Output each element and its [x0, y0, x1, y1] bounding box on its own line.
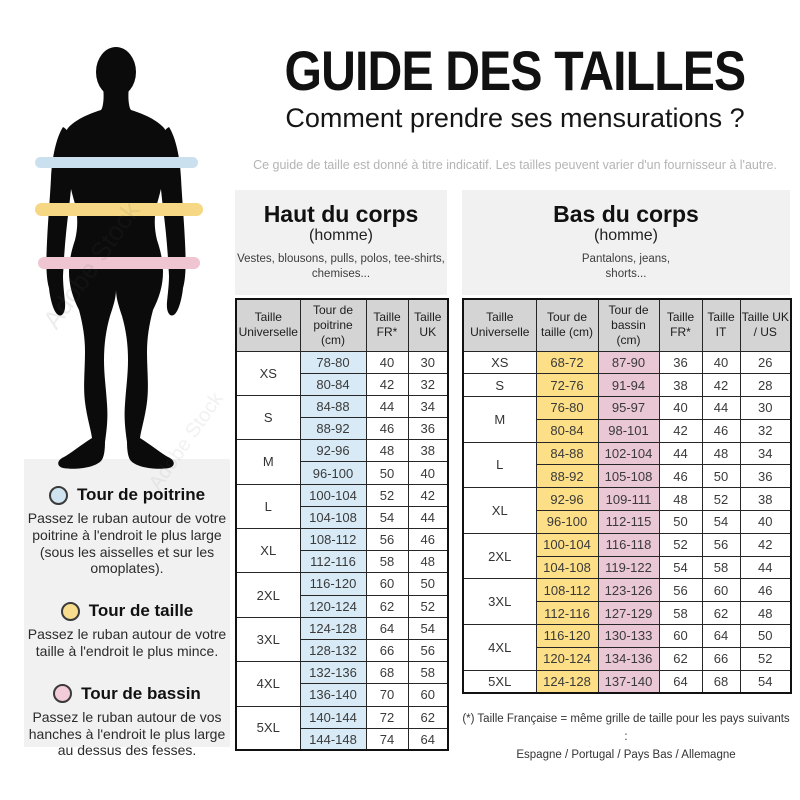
table-cell: 76-80 — [536, 397, 598, 420]
table-cell: 100-104 — [536, 533, 598, 556]
table-cell: 58 — [659, 602, 702, 625]
table-cell: 52 — [366, 484, 408, 506]
lower-table-title: Bas du corps — [553, 201, 699, 227]
legend-title: Tour de taille — [88, 601, 194, 621]
table-cell: 60 — [408, 684, 448, 706]
table-cell: 96-100 — [536, 511, 598, 534]
waist-band — [35, 203, 203, 216]
table-row — [463, 670, 791, 693]
table-cell: 124-128 — [300, 617, 366, 639]
table-cell: 68 — [702, 670, 740, 693]
size-cell: S — [463, 374, 536, 397]
table-cell: 70 — [366, 684, 408, 706]
size-cell: XS — [463, 351, 536, 374]
table-cell: 48 — [702, 442, 740, 465]
table-cell: 38 — [740, 488, 791, 511]
table-cell: 56 — [408, 639, 448, 661]
table-cell: 72 — [366, 706, 408, 728]
table-cell: 105-108 — [598, 465, 659, 488]
table-cell: 60 — [366, 573, 408, 595]
table-cell: 123-126 — [598, 579, 659, 602]
table-cell: 91-94 — [598, 374, 659, 397]
table-cell: 119-122 — [598, 556, 659, 579]
table-cell: 48 — [740, 602, 791, 625]
table-cell: 40 — [366, 351, 408, 373]
table-cell: 87-90 — [598, 351, 659, 374]
table-cell: 60 — [659, 625, 702, 648]
legend-title: Tour de bassin — [81, 683, 201, 703]
table-cell: 66 — [702, 647, 740, 670]
table-cell: 112-116 — [300, 551, 366, 573]
size-cell: L — [236, 484, 300, 528]
table-cell: 40 — [740, 511, 791, 534]
table-row — [236, 617, 448, 639]
disclaimer-text: Ce guide de taille est donné à titre indicatif. Les tailles peuvent varier d'un fournisseur à l'autre. — [253, 158, 777, 172]
table-cell: 52 — [740, 647, 791, 670]
chest-measure-icon — [49, 486, 68, 505]
table-cell: 50 — [366, 462, 408, 484]
table-cell: 44 — [740, 556, 791, 579]
table-cell: 46 — [366, 418, 408, 440]
table-cell: 108-112 — [300, 529, 366, 551]
column-header: Taille UK — [408, 299, 448, 351]
legend-head — [24, 601, 230, 621]
hips-measure-icon — [53, 684, 72, 703]
table-row — [463, 374, 791, 397]
table-row — [236, 662, 448, 684]
table-cell: 100-104 — [300, 484, 366, 506]
size-cell: 4XL — [463, 625, 536, 671]
column-header: Taille IT — [702, 299, 740, 351]
size-cell: L — [463, 442, 536, 488]
table-cell: 52 — [702, 488, 740, 511]
size-cell: 5XL — [236, 706, 300, 750]
size-cell: 2XL — [236, 573, 300, 617]
size-cell: S — [236, 395, 300, 439]
upper-table-description: Vestes, blousons, pulls, polos, tee-shirts, chemises... — [237, 253, 445, 280]
stock-watermark: Adobe Stock — [144, 388, 228, 494]
table-row — [236, 529, 448, 551]
table-cell: 48 — [366, 440, 408, 462]
table-cell: 74 — [366, 728, 408, 750]
table-cell: 32 — [740, 419, 791, 442]
table-cell: 38 — [408, 440, 448, 462]
table-cell: 72-76 — [536, 374, 598, 397]
size-cell: XS — [236, 351, 300, 395]
waist-measure-icon — [61, 602, 80, 621]
table-cell: 52 — [408, 595, 448, 617]
column-header: Tour de poitrine (cm) — [300, 299, 366, 351]
table-cell: 68 — [366, 662, 408, 684]
table-cell: 92-96 — [536, 488, 598, 511]
table-cell: 84-88 — [536, 442, 598, 465]
footnote-line1: (*) Taille Française = même grille de taille pour les pays suivants : — [462, 712, 790, 743]
table-cell: 42 — [659, 419, 702, 442]
table-cell: 40 — [659, 397, 702, 420]
table-row — [463, 351, 791, 374]
table-cell: 88-92 — [300, 418, 366, 440]
table-cell: 34 — [740, 442, 791, 465]
table-cell: 50 — [659, 511, 702, 534]
table-cell: 56 — [659, 579, 702, 602]
table-cell: 54 — [702, 511, 740, 534]
table-cell: 62 — [366, 595, 408, 617]
figure-panel — [0, 0, 230, 800]
column-header: Taille Universelle — [463, 299, 536, 351]
legend-title: Tour de poitrine — [76, 485, 206, 504]
upper-table-gender: (homme) — [308, 227, 373, 244]
lower-body-table — [462, 298, 792, 694]
table-cell: 42 — [740, 533, 791, 556]
table-cell: 62 — [659, 647, 702, 670]
hips-band — [38, 257, 200, 269]
table-row — [236, 395, 448, 417]
legend-item-bassin — [24, 684, 230, 759]
table-cell: 28 — [740, 374, 791, 397]
page-title: GUIDE DES TAILLES — [284, 39, 746, 102]
table-cell: 46 — [408, 529, 448, 551]
table-cell: 64 — [659, 670, 702, 693]
table-cell: 58 — [366, 551, 408, 573]
table-cell: 127-129 — [598, 602, 659, 625]
table-cell: 128-132 — [300, 639, 366, 661]
table-cell: 36 — [408, 418, 448, 440]
lower-body-section — [462, 190, 790, 764]
table-cell: 120-124 — [300, 595, 366, 617]
table-cell: 54 — [366, 506, 408, 528]
table-cell: 56 — [702, 533, 740, 556]
table-cell: 38 — [659, 374, 702, 397]
table-cell: 50 — [702, 465, 740, 488]
table-cell: 44 — [408, 506, 448, 528]
table-cell: 104-108 — [536, 556, 598, 579]
size-cell: 3XL — [236, 617, 300, 661]
size-cell: 3XL — [463, 579, 536, 625]
table-cell: 44 — [366, 395, 408, 417]
table-cell: 48 — [408, 551, 448, 573]
table-cell: 64 — [366, 617, 408, 639]
table-row — [463, 533, 791, 556]
size-cell: XL — [236, 529, 300, 573]
legend-text: Passez le ruban autour de vos hanches à l'endroit le plus large au dessus des fesses. — [28, 708, 226, 759]
size-cell: M — [236, 440, 300, 484]
table-cell: 46 — [702, 419, 740, 442]
table-cell: 56 — [366, 529, 408, 551]
footnote — [462, 711, 790, 764]
table-cell: 50 — [740, 625, 791, 648]
table-cell: 52 — [659, 533, 702, 556]
table-row — [463, 488, 791, 511]
table-cell: 50 — [408, 573, 448, 595]
page-subtitle: Comment prendre ses mensurations ? — [285, 103, 745, 133]
table-cell: 46 — [659, 465, 702, 488]
header-row — [236, 299, 448, 351]
table-cell: 42 — [702, 374, 740, 397]
table-cell: 132-136 — [300, 662, 366, 684]
table-cell: 92-96 — [300, 440, 366, 462]
table-cell: 137-140 — [598, 670, 659, 693]
table-cell: 109-111 — [598, 488, 659, 511]
table-cell: 102-104 — [598, 442, 659, 465]
table-cell: 40 — [702, 351, 740, 374]
lower-table-description: Pantalons, jeans, shorts... — [581, 253, 671, 280]
table-row — [236, 484, 448, 506]
table-cell: 144-148 — [300, 728, 366, 750]
table-row — [463, 625, 791, 648]
table-cell: 44 — [702, 397, 740, 420]
table-cell: 46 — [740, 579, 791, 602]
size-cell: 2XL — [463, 533, 536, 579]
column-header: Taille Universelle — [236, 299, 300, 351]
table-cell: 112-116 — [536, 602, 598, 625]
table-cell: 34 — [408, 395, 448, 417]
table-cell: 36 — [659, 351, 702, 374]
table-cell: 104-108 — [300, 506, 366, 528]
legend-head — [24, 485, 230, 505]
size-cell: XL — [463, 488, 536, 534]
table-cell: 116-118 — [598, 533, 659, 556]
table-cell: 62 — [408, 706, 448, 728]
table-cell: 54 — [659, 556, 702, 579]
table-cell: 58 — [408, 662, 448, 684]
legend-text: Passez le ruban autour de votre taille à l'endroit le plus mince. — [27, 626, 227, 659]
table-cell: 30 — [740, 397, 791, 420]
table-cell: 68-72 — [536, 351, 598, 374]
legend-text: Passez le ruban autour de votre poitrine à l'endroit le plus large (sous les aisselles et sur les omoplates). — [27, 510, 227, 577]
chest-band — [35, 157, 198, 168]
upper-table-header — [235, 190, 447, 295]
table-cell: 134-136 — [598, 647, 659, 670]
table-cell: 88-92 — [536, 465, 598, 488]
male-body-silhouette-icon — [0, 30, 230, 480]
table-cell: 54 — [408, 617, 448, 639]
column-header: Taille UK / US — [740, 299, 791, 351]
column-header: Taille FR* — [366, 299, 408, 351]
legend-item-taille — [24, 601, 230, 660]
column-header: Taille FR* — [659, 299, 702, 351]
table-cell: 80-84 — [300, 373, 366, 395]
table-cell: 48 — [659, 488, 702, 511]
size-cell: 5XL — [463, 670, 536, 693]
table-cell: 78-80 — [300, 351, 366, 373]
column-header: Tour de bassin (cm) — [598, 299, 659, 351]
table-cell: 140-144 — [300, 706, 366, 728]
table-cell: 80-84 — [536, 419, 598, 442]
table-cell: 108-112 — [536, 579, 598, 602]
table-cell: 44 — [659, 442, 702, 465]
size-cell: M — [463, 397, 536, 443]
table-row — [463, 579, 791, 602]
table-cell: 116-120 — [300, 573, 366, 595]
table-row — [236, 440, 448, 462]
upper-body-section — [235, 190, 447, 751]
legend-panel — [24, 459, 230, 759]
table-cell: 120-124 — [536, 647, 598, 670]
table-cell: 30 — [408, 351, 448, 373]
legend-item-poitrine — [24, 485, 230, 577]
table-cell: 32 — [408, 373, 448, 395]
table-row — [236, 351, 448, 373]
upper-table-title: Haut du corps — [263, 201, 419, 227]
lower-table-header — [462, 190, 790, 295]
column-header: Tour de taille (cm) — [536, 299, 598, 351]
table-row — [463, 442, 791, 465]
header-row — [463, 299, 791, 351]
table-cell: 116-120 — [536, 625, 598, 648]
table-row — [463, 397, 791, 420]
size-cell: 4XL — [236, 662, 300, 706]
lower-table-gender: (homme) — [593, 227, 658, 244]
table-cell: 66 — [366, 639, 408, 661]
upper-body-table — [235, 298, 449, 751]
table-cell: 98-101 — [598, 419, 659, 442]
table-cell: 60 — [702, 579, 740, 602]
table-cell: 42 — [408, 484, 448, 506]
table-row — [236, 573, 448, 595]
table-cell: 26 — [740, 351, 791, 374]
table-cell: 58 — [702, 556, 740, 579]
table-cell: 96-100 — [300, 462, 366, 484]
table-cell: 36 — [740, 465, 791, 488]
legend-head — [24, 684, 230, 704]
table-cell: 84-88 — [300, 395, 366, 417]
table-cell: 112-115 — [598, 511, 659, 534]
table-cell: 40 — [408, 462, 448, 484]
table-cell: 130-133 — [598, 625, 659, 648]
table-row — [236, 706, 448, 728]
footnote-line2: Espagne / Portugal / Pays Bas / Allemagne — [516, 748, 736, 761]
table-cell: 64 — [408, 728, 448, 750]
table-cell: 42 — [366, 373, 408, 395]
table-cell: 64 — [702, 625, 740, 648]
table-cell: 136-140 — [300, 684, 366, 706]
table-cell: 62 — [702, 602, 740, 625]
table-cell: 54 — [740, 670, 791, 693]
table-cell: 124-128 — [536, 670, 598, 693]
table-cell: 95-97 — [598, 397, 659, 420]
